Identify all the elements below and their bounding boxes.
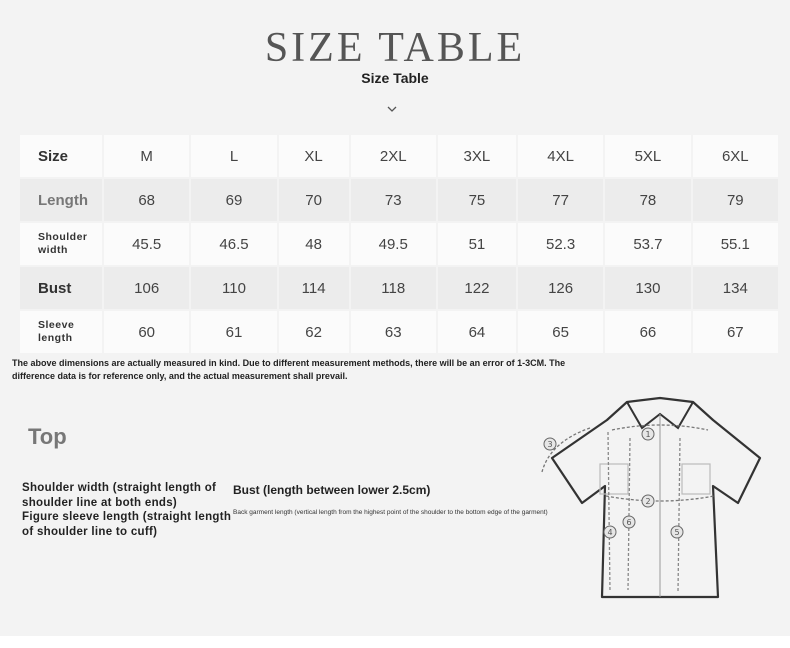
marker-3: 3 xyxy=(547,440,553,449)
marker-6: 6 xyxy=(626,518,632,527)
chevron-down-icon xyxy=(385,103,399,115)
size-cell: 6XL xyxy=(693,135,778,177)
table-row xyxy=(20,311,778,353)
shoulder-description: Shoulder width (straight length of shoulder line at both ends) xyxy=(22,482,217,509)
table-cell: 118 xyxy=(351,267,436,309)
row-label: Bust xyxy=(20,267,102,309)
bottom-strip xyxy=(0,636,790,648)
table-cell: 122 xyxy=(438,267,516,309)
table-cell: 67 xyxy=(693,311,778,353)
back-length-description: Back garment length (vertical length from the highest point of the shoulder to the bottom edge of the garment) xyxy=(233,509,548,516)
table-cell: 48 xyxy=(279,223,349,265)
size-cell: 2XL xyxy=(351,135,436,177)
marker-4: 4 xyxy=(607,528,613,537)
table-cell: 110 xyxy=(191,267,276,309)
table-row xyxy=(20,267,778,309)
table-cell: 46.5 xyxy=(191,223,276,265)
sleeve-description: Figure sleeve length (straight length of shoulder line to cuff) xyxy=(22,511,232,538)
table-cell: 60 xyxy=(104,311,189,353)
table-cell: 130 xyxy=(605,267,690,309)
table-cell: 75 xyxy=(438,179,516,221)
row-label: Length xyxy=(20,179,102,221)
table-cell: 65 xyxy=(518,311,603,353)
measurement-descriptions xyxy=(22,481,232,539)
table-cell: 106 xyxy=(104,267,189,309)
table-cell: 53.7 xyxy=(605,223,690,265)
table-cell: 49.5 xyxy=(351,223,436,265)
table-cell: 68 xyxy=(104,179,189,221)
table-cell: 126 xyxy=(518,267,603,309)
row-label: Sleeve length xyxy=(20,311,102,353)
size-cell: L xyxy=(191,135,276,177)
table-cell: 70 xyxy=(279,179,349,221)
size-table xyxy=(18,133,780,355)
table-cell: 62 xyxy=(279,311,349,353)
table-cell: 55.1 xyxy=(693,223,778,265)
table-row xyxy=(20,135,778,177)
size-header-label: Size xyxy=(20,135,102,177)
row-label: Shoulder width xyxy=(20,223,102,265)
size-cell: M xyxy=(104,135,189,177)
table-row xyxy=(20,179,778,221)
size-cell: 4XL xyxy=(518,135,603,177)
table-cell: 77 xyxy=(518,179,603,221)
size-cell: 5XL xyxy=(605,135,690,177)
table-cell: 69 xyxy=(191,179,276,221)
measurement-note: The above dimensions are actually measured in kind. Due to different measurement methods, there will be an error of 1-3CM. The difference data is for reference only, and the actual measurement shall prevail. xyxy=(12,358,566,381)
size-cell: 3XL xyxy=(438,135,516,177)
table-cell: 45.5 xyxy=(104,223,189,265)
table-cell: 134 xyxy=(693,267,778,309)
marker-5: 5 xyxy=(674,528,680,537)
size-cell: XL xyxy=(279,135,349,177)
table-cell: 64 xyxy=(438,311,516,353)
table-cell: 73 xyxy=(351,179,436,221)
page-subtitle: Size Table xyxy=(361,70,429,86)
bust-description: Bust (length between lower 2.5cm) xyxy=(233,483,431,497)
table-row xyxy=(20,223,778,265)
section-title: Top xyxy=(28,424,67,449)
table-cell: 63 xyxy=(351,311,436,353)
page-title: SIZE TABLE xyxy=(264,25,526,71)
marker-1: 1 xyxy=(645,430,651,439)
table-cell: 114 xyxy=(279,267,349,309)
table-cell: 52.3 xyxy=(518,223,603,265)
shirt-diagram-icon xyxy=(530,392,780,610)
table-cell: 51 xyxy=(438,223,516,265)
table-cell: 66 xyxy=(605,311,690,353)
table-cell: 78 xyxy=(605,179,690,221)
marker-2: 2 xyxy=(645,497,651,506)
table-cell: 61 xyxy=(191,311,276,353)
table-cell: 79 xyxy=(693,179,778,221)
